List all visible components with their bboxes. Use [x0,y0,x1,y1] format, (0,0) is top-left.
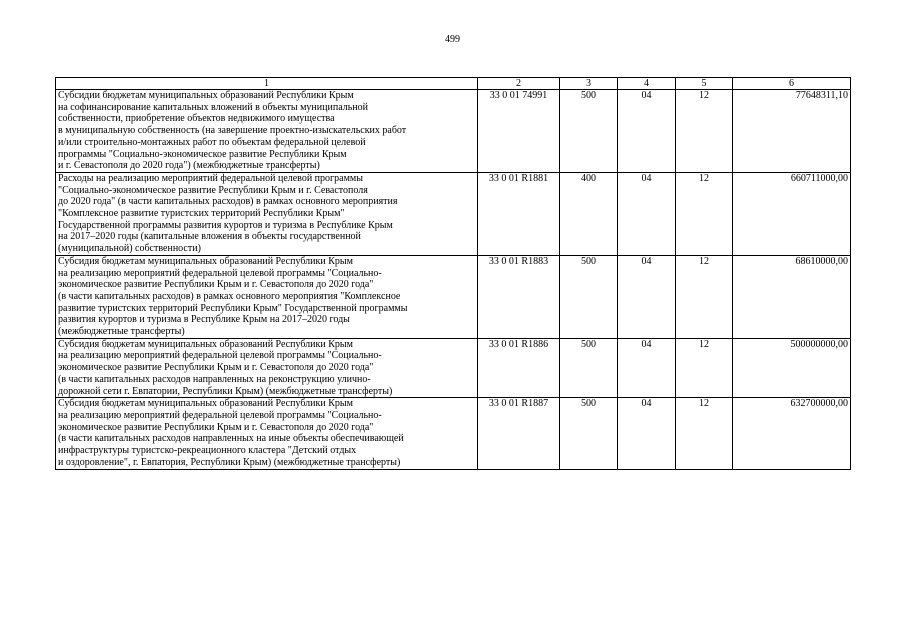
row-code: 33 0 01 R1886 [478,338,560,398]
description-line: экономическое развитие Республики Крым и г. Севастополя до 2020 года" [58,362,374,374]
description-line: (межбюджетные трансферты) [58,326,185,338]
column-header-1: 1 [56,78,478,90]
description-line: на реализацию мероприятий федеральной целевой программы "Социально- [58,267,382,279]
budget-table [55,77,851,470]
row-col5: 12 [676,338,733,398]
description-line: развитие туристских территорий Республики Крым" Государственной программы [58,302,408,314]
description-line: Субсидии бюджетам муниципальных образований Республики Крым [58,90,354,101]
page-number: 499 [445,34,460,45]
description-line: Расходы на реализацию мероприятий федеральной целевой программы [58,172,363,184]
row-col5: 12 [676,398,733,469]
description-line: дорожной сети г. Евпатории, Республики Крым) (межбюджетные трансферты) [58,385,393,397]
description-line: инфраструктуры туристско-рекреационного кластера "Детский отдых [58,445,357,457]
column-header-5: 5 [676,78,733,90]
row-amount: 632700000,00 [733,398,851,469]
row-col5: 12 [676,255,733,338]
description-line: Субсидия бюджетам муниципальных образований Республики Крым [58,398,353,410]
table-row [56,255,851,338]
description-line: развития курортов и туризма в Республике Крым на 2017–2020 годы [58,314,350,326]
row-code: 33 0 01 74991 [478,90,560,173]
description-line: на реализацию мероприятий федеральной целевой программы "Социально- [58,409,382,421]
row-col4: 04 [618,172,676,255]
row-col4: 04 [618,398,676,469]
table-row [56,338,851,398]
description-line: (муниципальной) собственности) [58,243,201,255]
description-line: и оздоровление", г. Евпатория, Республики Крым) (межбюджетные трансферты) [58,456,401,468]
row-code: 33 0 01 R1883 [478,255,560,338]
row-col4: 04 [618,90,676,173]
row-col3: 500 [560,90,618,173]
column-header-2: 2 [478,78,560,90]
row-col3: 500 [560,255,618,338]
description-line: и/или строительно-монтажных работ по объектам федеральной целевой [58,136,366,148]
row-description [56,338,478,398]
table-row [56,172,851,255]
column-header-6: 6 [733,78,851,90]
description-line: программы "Социально-экономическое развитие Республики Крым [58,148,347,160]
row-col3: 500 [560,338,618,398]
row-col3: 400 [560,172,618,255]
description-line: (в части капитальных расходов) в рамках основного мероприятия "Комплексное [58,290,401,302]
row-description [56,255,478,338]
column-header-3: 3 [560,78,618,90]
description-line: экономическое развитие Республики Крым и г. Севастополя до 2020 года" [58,421,374,433]
description-line: (в части капитальных расходов направленных на иные объекты обеспечивающей [58,433,404,445]
table-row [56,90,851,173]
row-description [56,90,478,173]
row-description [56,398,478,469]
description-line: собственности, приобретение объектов недвижимого имущества [58,113,335,125]
description-line: Государственной программы развития курортов и туризма в Республике Крым [58,219,393,231]
description-line: (в части капитальных расходов направленных на реконструкцию улично- [58,373,371,385]
row-col4: 04 [618,255,676,338]
description-line: на софинансирование капитальных вложений в объекты муниципальной [58,101,368,113]
description-line: в муниципальную собственность (на завершение проектно-изыскательских работ [58,125,407,137]
description-line: Субсидия бюджетам муниципальных образований Республики Крым [58,338,353,350]
description-line: экономическое развитие Республики Крым и г. Севастополя до 2020 года" [58,279,374,291]
description-line: на 2017–2020 годы (капитальные вложения в объекты государственной [58,231,361,243]
header-row [56,78,851,90]
row-code: 33 0 01 R1881 [478,172,560,255]
description-line: до 2020 года" (в части капитальных расходов) в рамках основного мероприятия [58,196,398,208]
row-col5: 12 [676,90,733,173]
table-row [56,398,851,469]
row-amount: 500000000,00 [733,338,851,398]
description-line: Субсидия бюджетам муниципальных образований Республики Крым [58,255,353,267]
row-col4: 04 [618,338,676,398]
row-col5: 12 [676,172,733,255]
description-line: "Социально-экономическое развитие Республики Крым и г. Севастополя [58,184,368,196]
row-amount: 660711000,00 [733,172,851,255]
description-line: на реализацию мероприятий федеральной целевой программы "Социально- [58,350,382,362]
description-line: "Комплексное развитие туристских территорий Республики Крым" [58,208,345,220]
description-line: и г. Севастополя до 2020 года") (межбюджетные трансферты) [58,160,320,172]
row-description [56,172,478,255]
row-code: 33 0 01 R1887 [478,398,560,469]
row-amount: 77648311,10 [733,90,851,173]
row-amount: 68610000,00 [733,255,851,338]
row-col3: 500 [560,398,618,469]
column-header-4: 4 [618,78,676,90]
